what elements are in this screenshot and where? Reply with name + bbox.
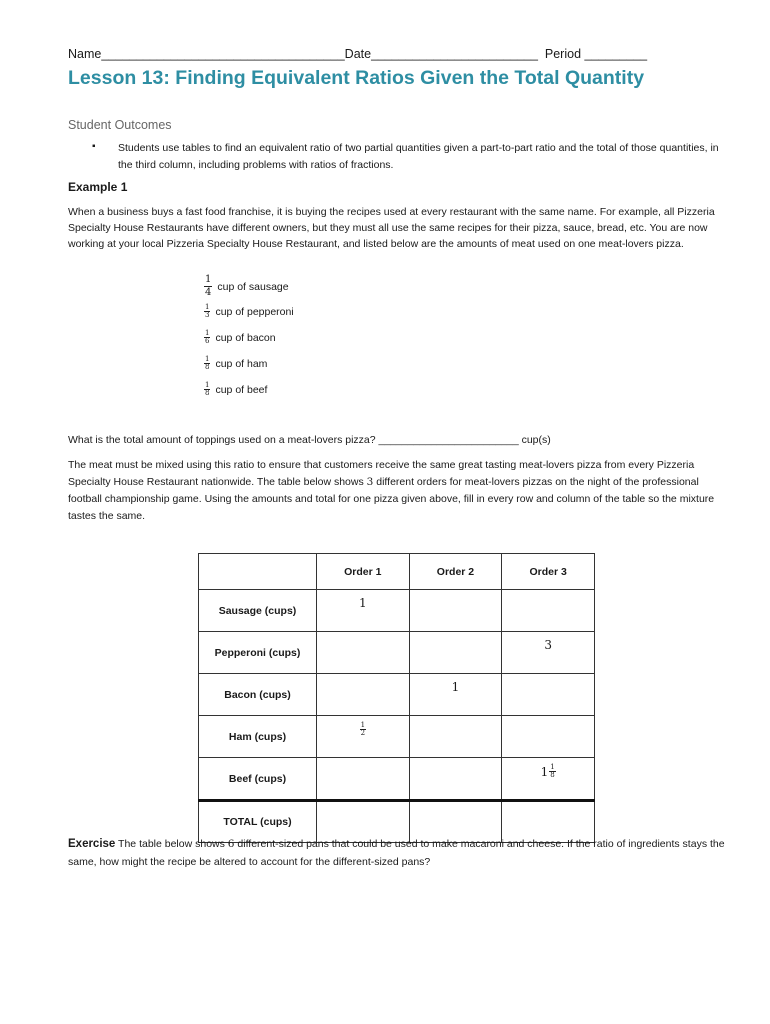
total-toppings-question[interactable]: What is the total amount of toppings used on a meat-lovers pizza? ________________________ cup(s)	[68, 434, 551, 446]
exercise-label: Exercise	[68, 838, 116, 850]
fraction: $\frac{1}{3}$	[205, 303, 210, 319]
fraction: $\frac{1}{8}$	[205, 355, 210, 371]
row-label-ham: Ham (cups)	[199, 716, 317, 758]
ingredient-bacon: $\frac{1}{6}$ cup of bacon	[205, 329, 276, 345]
table-row	[199, 632, 595, 674]
cell-sausage-order-1[interactable]: 1	[317, 590, 410, 632]
cell-ham-order-2[interactable]	[409, 716, 502, 758]
period-blank[interactable]: _________	[584, 47, 648, 61]
cell-beef-order-2[interactable]	[409, 758, 502, 801]
table-row	[199, 590, 595, 632]
column-header-order-2: Order 2	[409, 554, 502, 590]
cell-beef-order-3[interactable]	[502, 758, 595, 801]
table-corner	[199, 554, 317, 590]
lesson-title: Lesson 13: Finding Equivalent Ratios Given the Total Quantity	[68, 67, 645, 89]
student-outcome-text: Students use tables to find an equivalent ratio of two partial quantities given a part-to-part ratio and the total of those quantities, in the third column, including problems with ratios of fractions.	[118, 142, 719, 171]
cell-bacon-order-1[interactable]	[317, 674, 410, 716]
student-outcomes-heading: Student Outcomes	[68, 118, 172, 132]
mixed-number: 1 $\frac{1}{8}$	[540, 763, 555, 779]
name-blank[interactable]: ___________________________________	[101, 47, 345, 61]
example-intro: When a business buys a fast food franchise, it is buying the recipes used at every restaurant with the same name. For example, all Pizzeria Specialty House Restaurants have different owners, but they must all use the same recipes for their pizza, sauce, bread, etc. You are now working at your local Pizzeria Specialty House Restaurant, and listed below are the amounts of meat used on one meat-lovers pizza.	[68, 206, 715, 250]
date-blank[interactable]: ________________________	[371, 47, 538, 61]
fraction: $\frac{1}{8}$	[205, 381, 210, 397]
row-label-total: TOTAL (cups)	[199, 801, 317, 843]
exercise-text: Exercise The table below shows 6 different-sized pans that could be used to make macaroni and cheese. If the ratio of ingredients stays the same, how might the recipe be altered to account for the different-sized pans?	[68, 838, 725, 868]
bullet-icon: ▪	[92, 141, 96, 152]
cell-pepperoni-order-3[interactable]: 3	[502, 632, 595, 674]
cell-pepperoni-order-2[interactable]	[409, 632, 502, 674]
ingredient-beef: $\frac{1}{8}$ cup of beef	[205, 381, 268, 397]
fraction-one-half: $\frac{1}{2}$	[360, 721, 366, 737]
cell-ham-order-1[interactable]	[317, 716, 410, 758]
column-header-order-1: Order 1	[317, 554, 410, 590]
date-label: Date	[344, 47, 372, 61]
cell-pepperoni-order-1[interactable]	[317, 632, 410, 674]
column-header-order-3: Order 3	[502, 554, 595, 590]
ingredient-pepperoni: $\frac{1}{3}$ cup of pepperoni	[205, 303, 294, 319]
period-label: Period	[544, 47, 582, 61]
ingredient-sausage: $\frac{1}{4}$ cup of sausage	[205, 274, 289, 298]
name-label: Name	[68, 47, 102, 61]
fraction: $\frac{1}{6}$	[205, 329, 210, 345]
cell-beef-order-1[interactable]	[317, 758, 410, 801]
fraction: $\frac{1}{4}$	[205, 274, 212, 298]
cell-sausage-order-3[interactable]	[502, 590, 595, 632]
table-instructions: The meat must be mixed using this ratio to ensure that customers receive the same great tasting meat-lovers pizza from every Pizzeria Specialty House Restaurant nationwide. The table below shows 3 different orders for meat-lovers pizzas on the night of the professional football championship game. Using the amounts and total for one pizza given above, fill in every row and column of the table so the mixture tastes the same.	[68, 459, 715, 522]
orders-table	[198, 553, 595, 843]
row-label-beef: Beef (cups)	[199, 758, 317, 801]
cell-bacon-order-3[interactable]	[502, 674, 595, 716]
row-label-pepperoni: Pepperoni (cups)	[199, 632, 317, 674]
example-heading: Example 1	[68, 180, 128, 194]
table-row	[199, 758, 595, 801]
cell-bacon-order-2[interactable]: 1	[409, 674, 502, 716]
cell-sausage-order-2[interactable]	[409, 590, 502, 632]
table-row	[199, 674, 595, 716]
table-row	[199, 716, 595, 758]
row-label-bacon: Bacon (cups)	[199, 674, 317, 716]
cell-ham-order-3[interactable]	[502, 716, 595, 758]
row-label-sausage: Sausage (cups)	[199, 590, 317, 632]
student-info-line	[68, 47, 647, 61]
ingredient-ham: $\frac{1}{8}$ cup of ham	[205, 355, 268, 371]
